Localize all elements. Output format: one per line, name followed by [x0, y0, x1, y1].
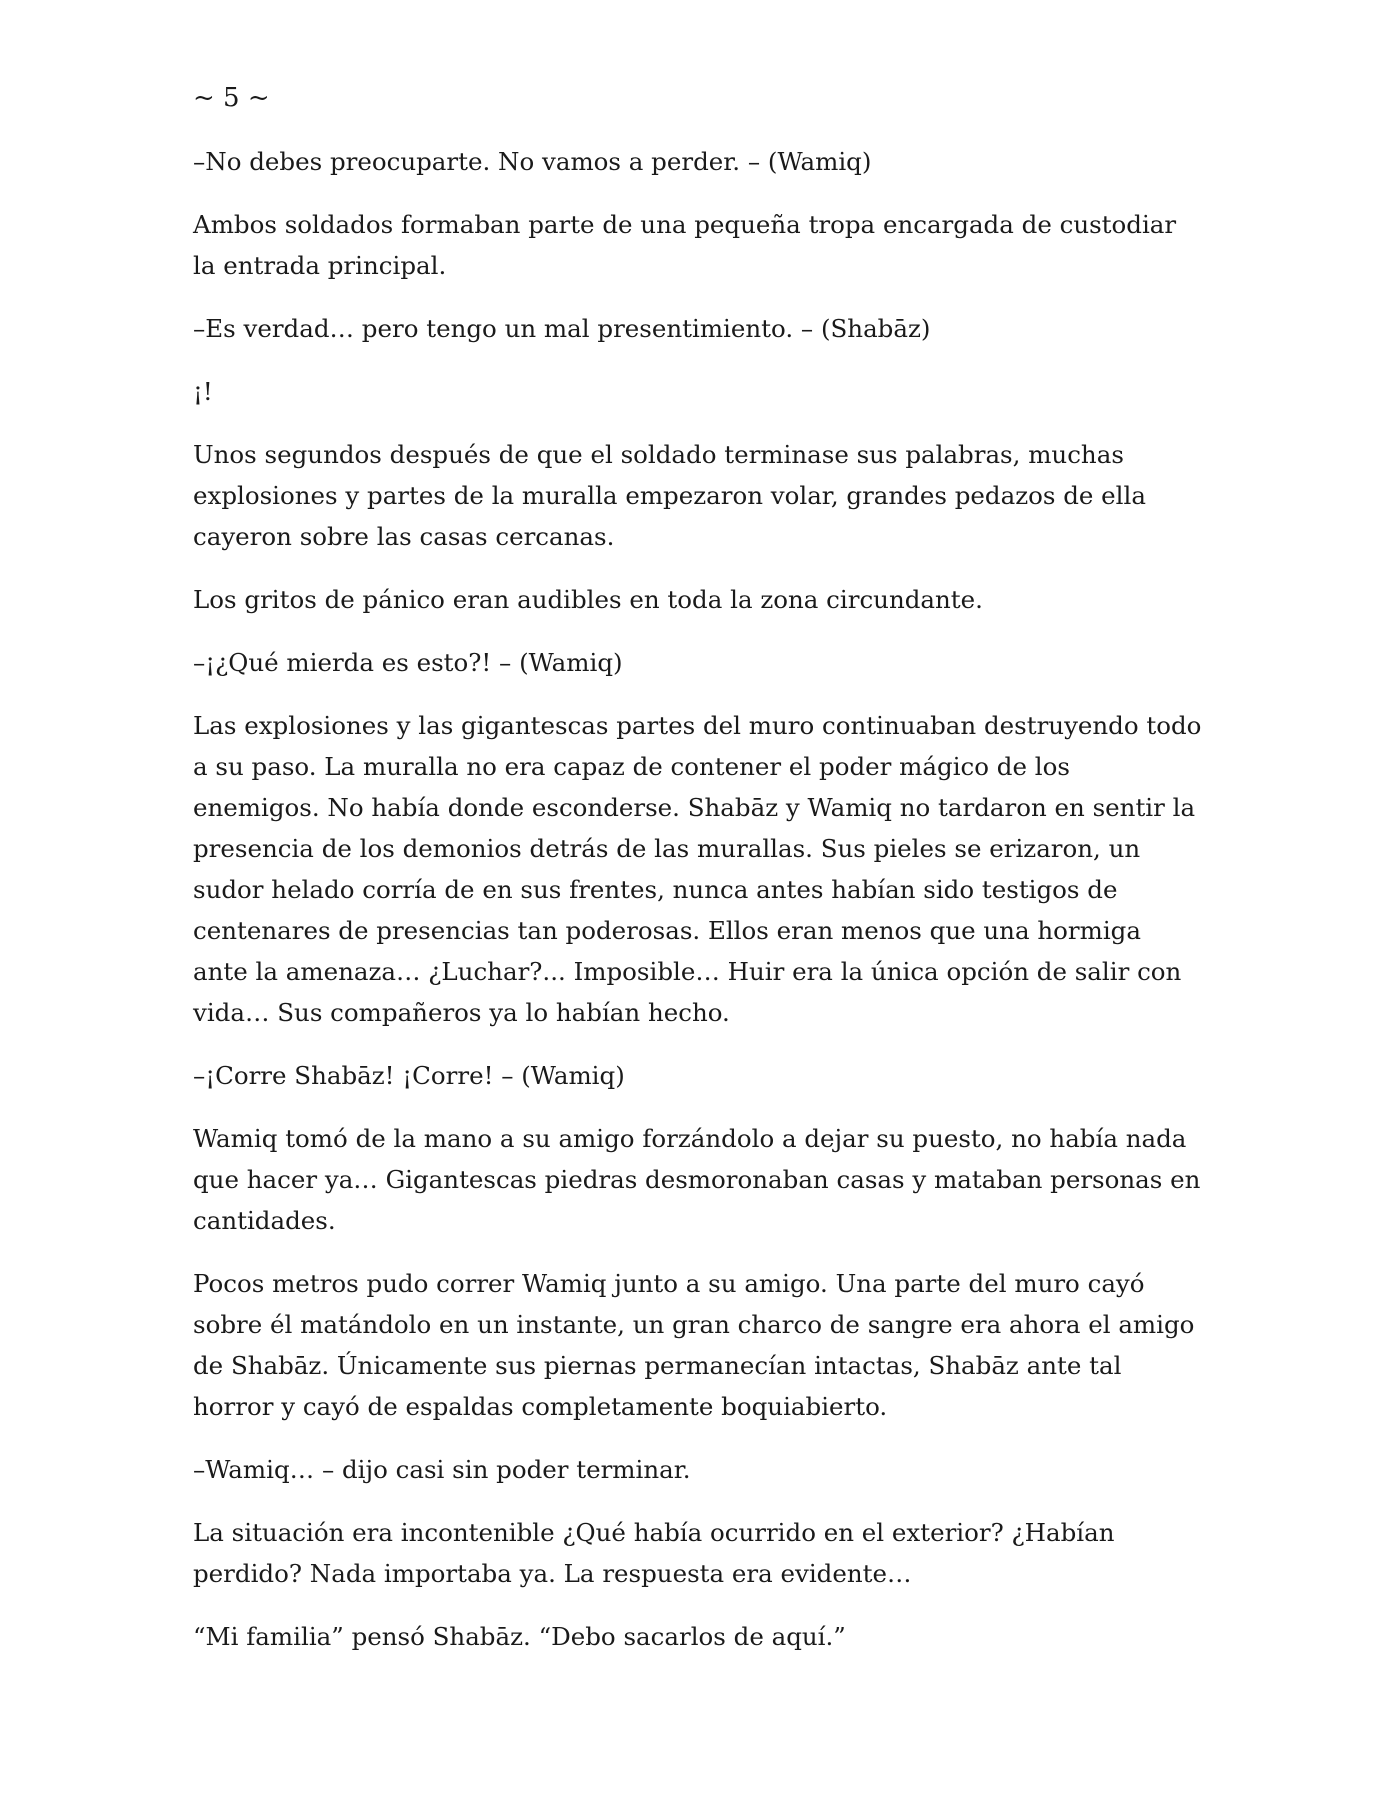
paragraph-4: ¡!: [193, 377, 213, 406]
page-number: ~ 5 ~: [193, 83, 270, 113]
paragraph-2: Ambos soldados formaban parte de una pequeña tropa encargada de custodiar la entrada principal.: [193, 210, 1177, 280]
paragraph-9: –¡Corre Shabāz! ¡Corre! – (Wamiq): [193, 1061, 625, 1090]
paragraph-8: Las explosiones y las gigantescas partes del muro continuaban destruyendo todo a su paso. La muralla no era capaz de contener el poder mágico de los enemigos. No había donde esconderse. Shabāz y Wamiq no tardaron en sentir la presencia de los demonios detrás de las murallas. Sus pieles se erizaron, un sudor helado corría de en sus frentes, nunca antes habían sido testigos de centenares de presencias tan poderosas. Ellos eran menos que una hormiga ante la amenaza… ¿Luchar?... Imposible… Huir era la única opción de salir con vida… Sus compañeros ya lo habían hecho.: [193, 711, 1202, 1027]
paragraph-12: –Wamiq… – dijo casi sin poder terminar.: [193, 1455, 691, 1484]
paragraph-3: –Es verdad… pero tengo un mal presentimiento. – (Shabāz): [193, 314, 931, 343]
paragraph-11: Pocos metros pudo correr Wamiq junto a su amigo. Una parte del muro cayó sobre él matándolo en un instante, un gran charco de sangre era ahora el amigo de Shabāz. Únicamente sus piernas permanecían intactas, Shabāz ante tal horror y cayó de espaldas completamente boquiabierto.: [193, 1269, 1195, 1421]
paragraph-14: “Mi familia” pensó Shabāz. “Debo sacarlos de aquí.”: [193, 1622, 846, 1651]
paragraph-13: La situación era incontenible ¿Qué había ocurrido en el exterior? ¿Habían perdido? Nada importaba ya. La respuesta era evidente…: [193, 1518, 1115, 1588]
paragraph-1: –No debes preocuparte. No vamos a perder. – (Wamiq): [193, 147, 872, 176]
paragraph-5: Unos segundos después de que el soldado terminase sus palabras, muchas explosiones y partes de la muralla empezaron volar, grandes pedazos de ella cayeron sobre las casas cercanas.: [193, 440, 1146, 551]
page-content: [193, 78, 1203, 1679]
paragraph-7: –¡¿Qué mierda es esto?! – (Wamiq): [193, 648, 623, 677]
paragraph-10: Wamiq tomó de la mano a su amigo forzándolo a dejar su puesto, no había nada que hacer ya… Gigantescas piedras desmoronaban casas y mataban personas en cantidades.: [193, 1124, 1201, 1235]
paragraph-6: Los gritos de pánico eran audibles en toda la zona circundante.: [193, 585, 983, 614]
